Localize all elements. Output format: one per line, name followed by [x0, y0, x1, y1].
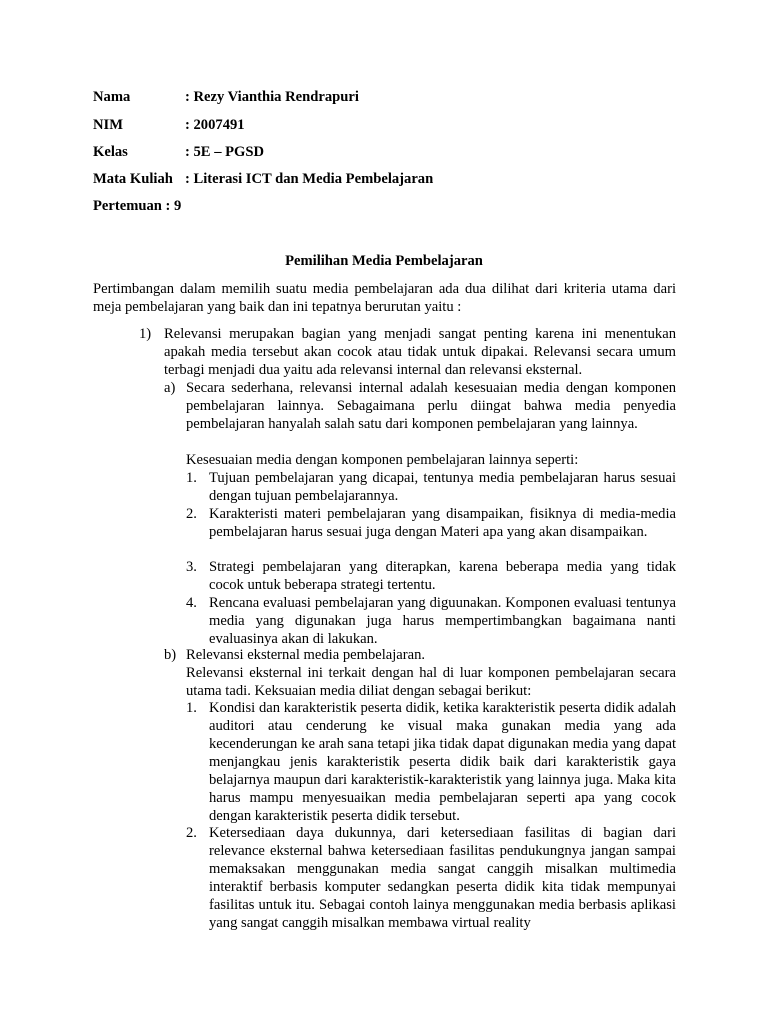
item-a-list-4-text: Rencana evaluasi pembelajaran yang diguunakan. Komponen evaluasi tentunya media yang digunakan juga harus mempertimbangkan bagaimana nanti evaluasinya akan di lakukan.: [209, 595, 676, 647]
header-kelas: [93, 143, 264, 161]
nim-value: : 2007491: [185, 117, 245, 133]
header-mata-kuliah: [93, 170, 433, 188]
kelas-label: Kelas: [93, 144, 128, 160]
item-b-list-1-text: Kondisi dan karakteristik peserta didik, ketika karakteristik peserta didik adalah auditori atau cenderung ke visual maka gunakan media yang ada kecenderungan ke arah sana tetapi jika tidak dapat digunakan media yang dapat menjangkau jenis karakteristik peserta didik baik dari karakteristik gaya belajarnya maupun dari karakteristik-karakteristik yang lainnya juga. Maka kita harus mampu menyesuaikan media pembelajaran seperti apa yang cocok dengan karakteristik peserta didik tersebut.: [209, 700, 676, 824]
item-b-list-2-text: Ketersediaan daya dukunnya, dari ketersediaan fasilitas di bagian dari relevance eksternal bahwa ketersediaan fasilitas pendukungnya jangan sampai memaksakan menggunakan media sangat canggih misalkan multimedia interaktif berbasis komputer sedangkan peserta didik kita tidak mempunyai fasilitas untuk itu. Sebagai contoh lainya menggunakan media berbasis aplikasi yang sangat canggih misalkan membawa virtual reality: [209, 825, 676, 931]
nama-label: Nama: [93, 89, 131, 105]
item-b-marker: b): [164, 647, 177, 663]
item-a-list-3-text: Strategi pembelajaran yang diterapkan, karena beberapa media yang tidak cocok untuk beberapa strategi tertentu.: [209, 559, 676, 593]
nim-label: NIM: [93, 117, 123, 133]
matkul-label: Mata Kuliah: [93, 171, 173, 187]
kelas-value: : 5E – PGSD: [185, 144, 265, 160]
item-a-list-4-marker: 4.: [186, 595, 197, 611]
item-b-list-2-marker: 2.: [186, 825, 197, 841]
item-a-list-1-marker: 1.: [186, 470, 197, 486]
intro-paragraph: Pertimbangan dalam memilih suatu media pembelajaran ada dua dilihat dari kriteria utama dari meja pembelajaran yang baik dan ini tepatnya berurutan yaitu :: [93, 281, 676, 315]
item-b-sub-intro: Relevansi eksternal ini terkait dengan hal di luar komponen pembelajaran secara utama tadi. Keksuaian media diliat dengan sebagai berikut:: [186, 665, 676, 699]
item-a-sub-intro: Kesesuaian media dengan komponen pembelajaran lainnya seperti:: [186, 452, 579, 468]
header-nama: [93, 88, 359, 106]
item-a-list-2-text: Karakteristi materi pembelajaran yang disampaikan, fisiknya di media-media pembelajaran harus sesuai juga dengan Materi apa yang akan disampaikan.: [209, 506, 676, 540]
header-nim: [93, 116, 245, 134]
item-b-list-1-marker: 1.: [186, 700, 197, 716]
item-a-list-1-text: Tujuan pembelajaran yang dicapai, tentunya media pembelajaran harus sesuai dengan tujuan pembelajarannya.: [209, 470, 676, 504]
document-title: Pemilihan Media Pembelajaran: [285, 253, 483, 269]
item-a-marker: a): [164, 380, 176, 396]
item-1-marker: 1): [139, 326, 152, 342]
item-a-list-2-marker: 2.: [186, 506, 197, 522]
item-a-text: Secara sederhana, relevansi internal adalah kesesuaian media dengan komponen pembelajaran lainnya. Sebagaimana perlu diingat bahwa media penyedia pembelajaran hanyalah salah satu dari komponen pembelajaran yang lainnya.: [186, 380, 676, 432]
matkul-value: : Literasi ICT dan Media Pembelajaran: [185, 171, 434, 187]
item-a-list-3-marker: 3.: [186, 559, 197, 575]
item-b-text: Relevansi eksternal media pembelajaran.: [186, 647, 426, 663]
nama-value: : Rezy Vianthia Rendrapuri: [185, 89, 359, 105]
header-pertemuan: Pertemuan : 9: [93, 198, 182, 214]
item-1-text: Relevansi merupakan bagian yang menjadi sangat penting karena ini menentukan apakah media tersebut akan cocok atau tidak untuk dipakai. Relevansi secara umum terbagi menjadi dua yaitu ada relevansi internal dan relevansi eksternal.: [164, 326, 676, 378]
